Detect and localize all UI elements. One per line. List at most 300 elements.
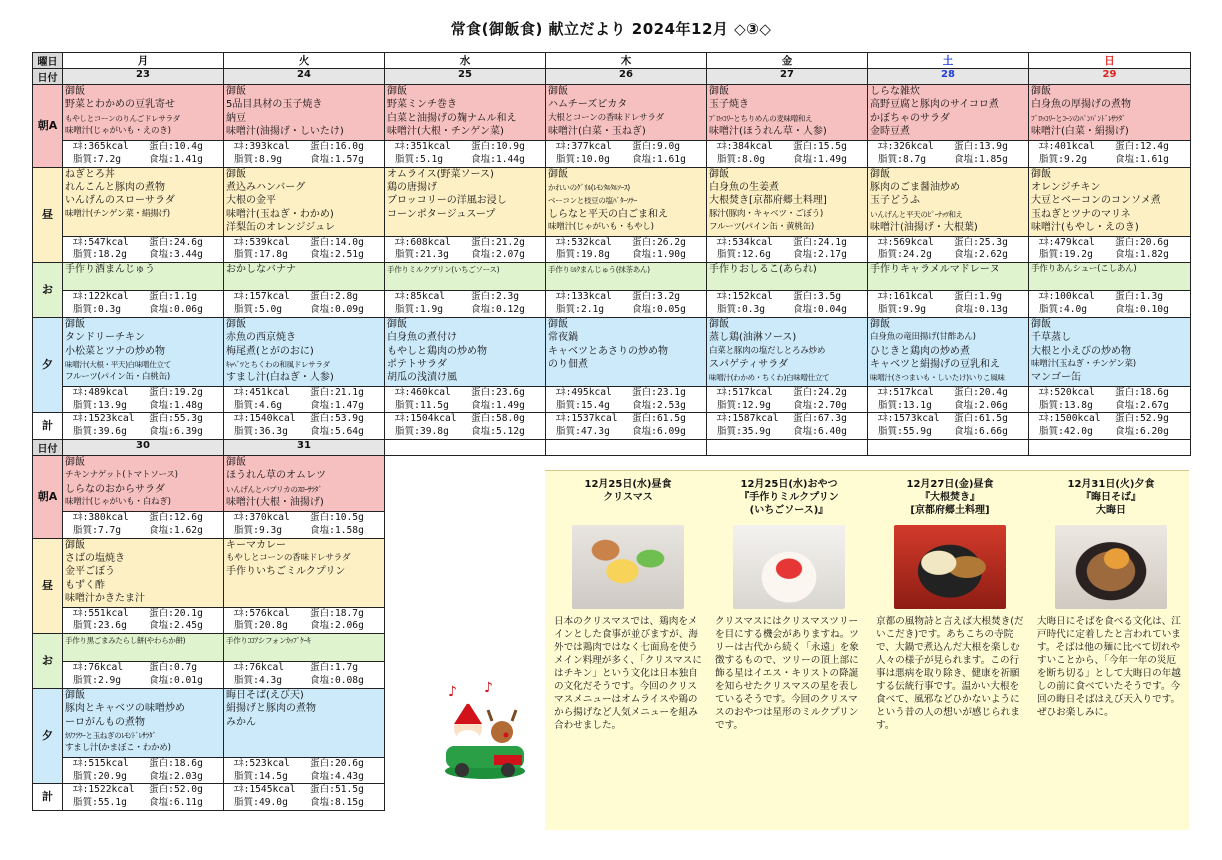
nutrition-cell: [63, 386, 224, 413]
dish-name: 御飯: [709, 168, 729, 180]
salt-value: 食塩:2.51g: [310, 249, 364, 261]
date-header: 30: [63, 439, 224, 455]
dish-name: 手作りいちごミルクプリン: [226, 566, 346, 578]
fat-value: 脂質:4.3g: [234, 674, 283, 686]
dish-name: ひじきと鶏肉の炒め煮: [870, 345, 970, 357]
dish-name: 金時豆煮: [870, 126, 910, 138]
energy-value: ｴﾈ:489kcal: [73, 386, 129, 398]
dish-name: [63, 277, 223, 290]
nutrition-cell: [707, 291, 868, 318]
nutrition-cell: [224, 607, 385, 634]
weekday-header: 月: [63, 53, 224, 69]
nutrition-cell: [63, 291, 224, 318]
protein-value: 蛋白:21.2g: [471, 236, 525, 248]
dish-name: 金平ごぼう: [65, 566, 115, 578]
fat-value: 脂質:4.6g: [234, 399, 283, 411]
dish-name: 白身魚の生姜煮: [709, 182, 779, 193]
energy-value: ｴﾈ:85kcal: [395, 291, 446, 303]
date-header-label: 日付: [33, 69, 63, 85]
salt-value: 食塩:0.05g: [632, 303, 686, 315]
nutrition-line: [707, 304, 867, 317]
nutrition-line: [63, 771, 223, 784]
nutrition-line: [385, 154, 545, 167]
nutrition-cell: [1029, 141, 1191, 168]
fat-value: 脂質:10.0g: [556, 153, 610, 165]
fat-value: 脂質:8.7g: [878, 153, 927, 165]
nutrition-line: [1029, 154, 1190, 167]
energy-value: ｴﾈ:76kcal: [73, 662, 124, 674]
nutrition-line: [63, 141, 223, 154]
fat-value: 脂質:55.1g: [73, 797, 127, 809]
dish-name: のり佃煮: [548, 359, 588, 370]
dish-name: 味噌汁(チンゲン菜・絹揚げ): [65, 208, 170, 219]
nutrition-line: [63, 426, 223, 439]
dish-name: 御飯: [65, 539, 85, 551]
energy-value: ｴﾈ:551kcal: [73, 607, 129, 619]
menu-cell: [546, 317, 707, 386]
nutrition-line: [63, 662, 223, 675]
protein-value: 蛋白:1.9g: [954, 291, 1003, 303]
protein-value: 蛋白:1.3g: [1115, 291, 1164, 303]
dish-name: 洋梨缶のオレンジジュレ: [226, 222, 336, 234]
dish-name: 味噌汁(もやし・えのき): [1031, 222, 1139, 234]
feature-christmas-lunch: [548, 478, 708, 732]
total-label: 計: [33, 784, 63, 811]
weekday-header: 金: [707, 53, 868, 69]
feature-heading: [京都府郷土料理]: [910, 505, 990, 516]
energy-value: ｴﾈ:133kcal: [556, 291, 612, 303]
nutrition-line: [63, 620, 223, 633]
protein-value: 蛋白:24.6g: [149, 236, 203, 248]
dish-name: ｶﾘﾌﾗﾜｰと玉ねぎのﾚﾓﾝﾄﾞﾚｻﾗﾀﾞ: [65, 730, 157, 740]
dish-name: 御飯: [709, 318, 729, 330]
nutrition-line: [1029, 141, 1190, 154]
protein-value: 蛋白:13.9g: [954, 141, 1008, 152]
dish-name: 御飯: [1031, 318, 1051, 330]
dish-name: [224, 729, 384, 742]
meal-label-dinner: 夕: [33, 688, 63, 784]
nutrition-line: [707, 387, 867, 400]
energy-value: ｴﾈ:384kcal: [717, 141, 773, 152]
dish-name: マンゴー缶: [1031, 372, 1081, 384]
menu-cell: [546, 85, 707, 141]
dish-name: かぼちゃのサラダ: [870, 112, 950, 124]
fat-value: 脂質:17.8g: [234, 249, 288, 261]
fat-value: 脂質:0.3g: [73, 303, 122, 315]
empty-cell: [385, 455, 546, 511]
date-header: 26: [546, 69, 707, 85]
meal-label-lunch: 昼: [33, 538, 63, 634]
menu-cell: [224, 167, 385, 236]
dish-name: 常夜鍋: [548, 332, 578, 344]
nutrition-line: [224, 154, 384, 167]
energy-value: ｴﾈ:576kcal: [234, 607, 290, 619]
energy-value: ｴﾈ:377kcal: [556, 141, 612, 152]
menu-cell: [385, 167, 546, 236]
dish-name: 味噌汁(玉ねぎ・チンゲン菜): [1031, 359, 1136, 369]
nutrition-line: [63, 237, 223, 250]
dish-name: 御飯: [548, 168, 568, 180]
nutrition-cell: [707, 236, 868, 263]
nutrition-cell: [385, 236, 546, 263]
protein-value: 蛋白:52.9g: [1115, 413, 1169, 425]
nutrition-line: [63, 512, 223, 525]
nutrition-line: [868, 154, 1028, 167]
menu-cell: [385, 85, 546, 141]
dish-name: コーンポタージュスープ: [387, 208, 496, 220]
fat-value: 脂質:12.6g: [717, 249, 771, 261]
nutrition-cell: [224, 236, 385, 263]
food-photo-icon: [894, 525, 1006, 609]
salt-value: 食塩:2.03g: [149, 770, 203, 782]
salt-value: 食塩:1.61g: [632, 153, 686, 165]
weekday-header: 日: [1029, 53, 1191, 69]
salt-value: 食塩:1.85g: [954, 153, 1008, 165]
dish-name: 味噌汁(じゃがいも・白ねぎ): [65, 497, 171, 508]
salt-value: 食塩:0.13g: [954, 303, 1008, 315]
protein-value: 蛋白:19.2g: [149, 386, 203, 398]
dish-name: 手作りあんシュー(こしあん): [1031, 264, 1137, 275]
dish-name: 御飯: [65, 689, 85, 701]
menu-cell: [63, 634, 224, 662]
menu-cell: [868, 263, 1029, 291]
dish-name: [224, 742, 384, 755]
nutrition-line: [63, 608, 223, 621]
dish-name: 白菜と油揚げの麹ナムル和え: [387, 112, 517, 124]
dish-name: 梅尾煮(とがのおに): [226, 345, 314, 357]
protein-value: 蛋白:52.0g: [149, 784, 203, 796]
dish-name: 鶏の唐揚げ: [387, 182, 437, 193]
nutrition-line: [224, 141, 384, 154]
nutrition-line: [546, 426, 706, 439]
fat-value: 脂質:35.9g: [717, 426, 771, 438]
nutrition-cell: [224, 662, 385, 689]
energy-value: ｴﾈ:370kcal: [234, 511, 290, 523]
nutrition-line: [224, 387, 384, 400]
dish-name: 味噌汁(さつまいも・しいたけ)いりこ風味: [870, 373, 1005, 383]
nutrition-line: [224, 771, 384, 784]
protein-value: 蛋白:15.5g: [793, 141, 847, 152]
nutrition-line: [63, 675, 223, 688]
dish-name: 5品目具材の玉子焼き: [226, 99, 323, 111]
menu-cell: [1029, 317, 1191, 386]
nutrition-cell: [224, 141, 385, 168]
dish-name: 白身魚の竜田揚げ(甘酢あん): [870, 332, 976, 343]
energy-value: ｴﾈ:1523kcal: [73, 413, 135, 425]
menu-cell: [63, 167, 224, 236]
nutrition-line: [385, 249, 545, 262]
date-header: [868, 439, 1029, 455]
dish-name: もやしとコーンのりんごドレサラダ: [65, 113, 180, 123]
fat-value: 脂質:1.9g: [395, 303, 444, 315]
protein-value: 蛋白:24.1g: [793, 236, 847, 248]
protein-value: 蛋白:14.0g: [310, 236, 364, 248]
feature-description: クリスマスにはクリスマスツリーを目にする機会がありますね。ツリーは古代から続く「永遠」を象徴するもので、ツリーの頂上部に飾る星はイエス・キリストの降誕を知らせたクリスマスの星を表しているそうです。今回のクリスマスのおやつは星形のミルクプリンです。: [715, 616, 859, 731]
dish-name: 蒸し鶏(油淋ソース): [709, 332, 797, 344]
nutrition-line: [224, 304, 384, 317]
nutrition-cell: [224, 784, 385, 811]
nutrition-cell: [1029, 291, 1191, 318]
dish-name: 御飯: [1031, 86, 1051, 97]
nutrition-line: [63, 304, 223, 317]
dish-name: 御飯: [870, 168, 890, 180]
nutrition-line: [224, 608, 384, 621]
dish-name: もやしと鶏肉の炒め物: [387, 345, 487, 357]
fat-value: 脂質:2.1g: [556, 303, 605, 315]
salt-value: 食塩:1.48g: [149, 399, 203, 411]
dish-name: 高野豆腐と豚肉のサイコロ煮: [870, 99, 999, 111]
christmas-car-icon: [440, 676, 530, 786]
dish-name: 手作りおしるこ(あられ): [709, 264, 817, 276]
energy-value: ｴﾈ:1540kcal: [234, 413, 296, 425]
energy-value: ｴﾈ:495kcal: [556, 386, 612, 398]
nutrition-line: [224, 237, 384, 250]
nutrition-cell: [224, 291, 385, 318]
energy-value: ｴﾈ:523kcal: [234, 757, 290, 769]
energy-value: ｴﾈ:152kcal: [717, 291, 773, 303]
menu-cell: [868, 167, 1029, 236]
nutrition-line: [1029, 304, 1190, 317]
nutrition-cell: [1029, 236, 1191, 263]
menu-cell: [224, 85, 385, 141]
fat-value: 脂質:24.2g: [878, 249, 932, 261]
nutrition-line: [63, 291, 223, 304]
nutrition-line: [868, 400, 1028, 413]
nutrition-cell: [546, 413, 707, 440]
salt-value: 食塩:6.40g: [793, 426, 847, 438]
dish-name: 大豆とベーコンのコンソメ煮: [1031, 195, 1161, 207]
dish-name: チキンナゲット(トマトソース): [65, 470, 178, 481]
energy-value: ｴﾈ:479kcal: [1039, 236, 1095, 248]
dish-name: 味噌汁(大根・チンゲン菜): [387, 126, 504, 138]
dish-name: ねぎとろ丼: [65, 168, 115, 180]
protein-value: 蛋白:25.3g: [954, 236, 1008, 248]
dish-name: ポテトサラダ: [387, 359, 447, 370]
dish-name: 野菜とわかめの豆乳寄せ: [65, 99, 175, 111]
salt-value: 食塩:1.90g: [632, 249, 686, 261]
protein-value: 蛋白:53.9g: [310, 413, 364, 425]
fat-value: 脂質:20.9g: [73, 770, 127, 782]
dish-name: ハムチーズピカタ: [548, 99, 628, 111]
dish-name: 胡瓜の浅漬け風: [387, 372, 457, 384]
fat-value: 脂質:20.8g: [234, 620, 288, 632]
nutrition-cell: [63, 236, 224, 263]
energy-value: ｴﾈ:532kcal: [556, 236, 612, 248]
salt-value: 食塩:0.10g: [1115, 303, 1169, 315]
nutrition-cell: [546, 236, 707, 263]
nutrition-line: [707, 413, 867, 426]
energy-value: ｴﾈ:157kcal: [234, 291, 290, 303]
page-title: 常食(御飯食) 献立だより 2024年12月 ◇③◇: [450, 20, 772, 38]
dish-name: 大根と小えびの炒め物: [1031, 345, 1131, 357]
dish-name: [224, 648, 384, 661]
menu-cell: [63, 317, 224, 386]
menu-cell: [63, 455, 224, 511]
nutrition-cell: [868, 386, 1029, 413]
menu-cell: [224, 263, 385, 291]
dish-name: 御飯: [226, 86, 246, 97]
salt-value: 食塩:0.06g: [149, 303, 203, 315]
feature-description: 京都の風物詩と言えば大根焚き(だいこだき)です。あちこちの寺院で、大鍋で煮込んだ大根を楽しむ人々の様子が見られます。この行事は悪病を取り除き、健康を祈願する伝統行事です。温かい大根を食べて、風邪などひかないようにという昔の人の想いが感じられます。: [876, 616, 1024, 731]
nutrition-line: [385, 237, 545, 250]
dish-name: 味噌汁(ほうれん草・人参): [709, 126, 827, 138]
fat-value: 脂質:55.9g: [878, 426, 932, 438]
dish-name: フルーツ(パイン缶・白桃缶): [65, 372, 170, 383]
protein-value: 蛋白:26.2g: [632, 236, 686, 248]
nutrition-line: [385, 387, 545, 400]
fat-value: 脂質:9.3g: [234, 524, 283, 536]
protein-value: 蛋白:61.5g: [632, 413, 686, 425]
date-header: 27: [707, 69, 868, 85]
protein-value: 蛋白:2.3g: [471, 291, 520, 303]
dish-name: いんげんと平天のﾋﾟｰﾅｯﾂ和え: [870, 209, 963, 219]
nutrition-line: [1029, 249, 1190, 262]
meal-label-lunch: 昼: [33, 167, 63, 263]
dish-name: もずく酢: [65, 579, 105, 591]
menu-cell: [868, 317, 1029, 386]
energy-value: ｴﾈ:517kcal: [717, 386, 773, 398]
empty-cell: [385, 634, 546, 662]
salt-value: 食塩:1.47g: [310, 399, 364, 411]
dish-name: [868, 277, 1028, 290]
nutrition-line: [546, 413, 706, 426]
nutrition-line: [1029, 237, 1190, 250]
fat-value: 脂質:47.3g: [556, 426, 610, 438]
nutrition-cell: [63, 607, 224, 634]
salt-value: 食塩:2.06g: [954, 399, 1008, 411]
protein-value: 蛋白:16.0g: [310, 141, 364, 152]
dish-name: 御飯: [226, 168, 246, 180]
nutrition-cell: [707, 413, 868, 440]
nutrition-cell: [385, 413, 546, 440]
fat-value: 脂質:49.0g: [234, 797, 288, 809]
dish-name: 納豆: [226, 112, 246, 124]
menu-cell: [868, 85, 1029, 141]
protein-value: 蛋白:12.6g: [149, 511, 203, 523]
energy-value: ｴﾈ:365kcal: [73, 141, 129, 152]
nutrition-cell: [707, 141, 868, 168]
dish-name: キャベツと絹揚げの豆乳和え: [870, 359, 1000, 370]
protein-value: 蛋白:0.7g: [149, 662, 198, 674]
fat-value: 脂質:19.8g: [556, 249, 610, 261]
nutrition-line: [868, 304, 1028, 317]
svg-text:♪: ♪: [484, 680, 493, 696]
protein-value: 蛋白:20.6g: [1115, 236, 1169, 248]
protein-value: 蛋白:1.1g: [149, 291, 198, 303]
nutrition-cell: [707, 386, 868, 413]
nutrition-cell: [224, 511, 385, 538]
nutrition-line: [546, 387, 706, 400]
nutrition-line: [1029, 400, 1190, 413]
salt-value: 食塩:6.20g: [1115, 426, 1169, 438]
empty-cell: [385, 784, 546, 811]
fat-value: 脂質:7.7g: [73, 524, 122, 536]
food-photo-icon: [1055, 525, 1167, 609]
feature-description: 大晦日にそばを食べる文化は、江戸時代に定着したと言われています。そばは他の麺に比べて切れやすいことから、「今年一年の災厄を断ち切る」として大晦日の年越しの前に食べていたそうです。今回の晦日そばはえび天入りです。ぜひお楽しみに。: [1037, 616, 1181, 718]
date-header: 23: [63, 69, 224, 85]
total-label: 計: [33, 413, 63, 440]
nutrition-line: [707, 141, 867, 154]
fat-value: 脂質:13.8g: [1039, 399, 1093, 411]
dish-name: 御飯: [226, 456, 246, 468]
nutrition-line: [868, 249, 1028, 262]
menu-cell: [707, 85, 868, 141]
nutrition-line: [63, 249, 223, 262]
dish-name: しらなと平天の白ごま和え: [548, 208, 668, 220]
feature-misoka-soba: [1031, 478, 1191, 719]
nutrition-cell: [1029, 413, 1191, 440]
fat-value: 脂質:2.9g: [73, 674, 122, 686]
salt-value: 食塩:2.45g: [149, 620, 203, 632]
nutrition-cell: [1029, 386, 1191, 413]
weekday-header: 水: [385, 53, 546, 69]
dish-name: [385, 277, 545, 290]
dish-name: 御飯: [65, 456, 85, 468]
energy-value: ｴﾈ:520kcal: [1039, 386, 1095, 398]
salt-value: 食塩:3.44g: [149, 249, 203, 261]
meal-label-dinner: 夕: [33, 317, 63, 413]
energy-value: ｴﾈ:393kcal: [234, 141, 290, 152]
nutrition-line: [1029, 426, 1190, 439]
dish-name: 御飯: [387, 86, 407, 97]
fat-value: 脂質:19.2g: [1039, 249, 1093, 261]
dish-name: ーロがんもの煮物: [65, 716, 145, 728]
protein-value: 蛋白:58.0g: [471, 413, 525, 425]
fat-value: 脂質:42.0g: [1039, 426, 1093, 438]
dish-name: [546, 371, 706, 384]
dish-name: オムライス(野菜ソース): [387, 168, 494, 180]
meal-label-breakfast: 朝A: [33, 455, 63, 538]
dish-name: しらなのおからサラダ: [65, 483, 165, 495]
fat-value: 脂質:7.2g: [73, 153, 122, 165]
salt-value: 食塩:1.49g: [793, 153, 847, 165]
dish-name: [63, 221, 223, 234]
dish-name: すまし汁(白ねぎ・人参): [226, 372, 334, 384]
feature-heading: 12月31日(火)夕食: [1067, 479, 1155, 490]
dish-name: 絹揚げと豚肉の煮物: [226, 703, 316, 715]
nutrition-line: [224, 797, 384, 810]
salt-value: 食塩:1.57g: [310, 153, 364, 165]
feature-heading: 12月27日(金)昼食: [906, 479, 994, 490]
date-header: 28: [868, 69, 1029, 85]
dish-name: 大根とコーンの香味ドレサラダ: [548, 112, 664, 123]
nutrition-cell: [385, 291, 546, 318]
dish-name: 御飯: [65, 86, 85, 97]
salt-value: 食塩:2.17g: [793, 249, 847, 261]
energy-value: ｴﾈ:76kcal: [234, 662, 285, 674]
nutrition-line: [546, 249, 706, 262]
nutrition-line: [707, 426, 867, 439]
dish-name: 味噌汁(油揚げ・大根葉): [870, 222, 978, 234]
salt-value: 食塩:6.66g: [954, 426, 1008, 438]
salt-value: 食塩:1.49g: [471, 399, 525, 411]
menu-cell: [1029, 85, 1191, 141]
nutrition-cell: [63, 413, 224, 440]
nutrition-cell: [868, 236, 1029, 263]
dish-name: スパゲティサラダ: [709, 359, 789, 370]
nutrition-line: [224, 620, 384, 633]
dish-name: 豚汁(豚肉・キャベツ・ごぼう): [709, 208, 823, 219]
feature-heading: 『手作りミルクプリン: [739, 492, 839, 503]
salt-value: 食塩:2.07g: [471, 249, 525, 261]
fat-value: 脂質:39.8g: [395, 426, 449, 438]
meal-label-snack: お: [33, 263, 63, 318]
energy-value: ｴﾈ:515kcal: [73, 757, 129, 769]
feature-heading: クリスマス: [603, 492, 653, 503]
dish-name: 味噌汁(油揚げ・しいたけ): [226, 126, 344, 138]
energy-value: ｴﾈ:517kcal: [878, 386, 934, 398]
salt-value: 食塩:1.41g: [149, 153, 203, 165]
